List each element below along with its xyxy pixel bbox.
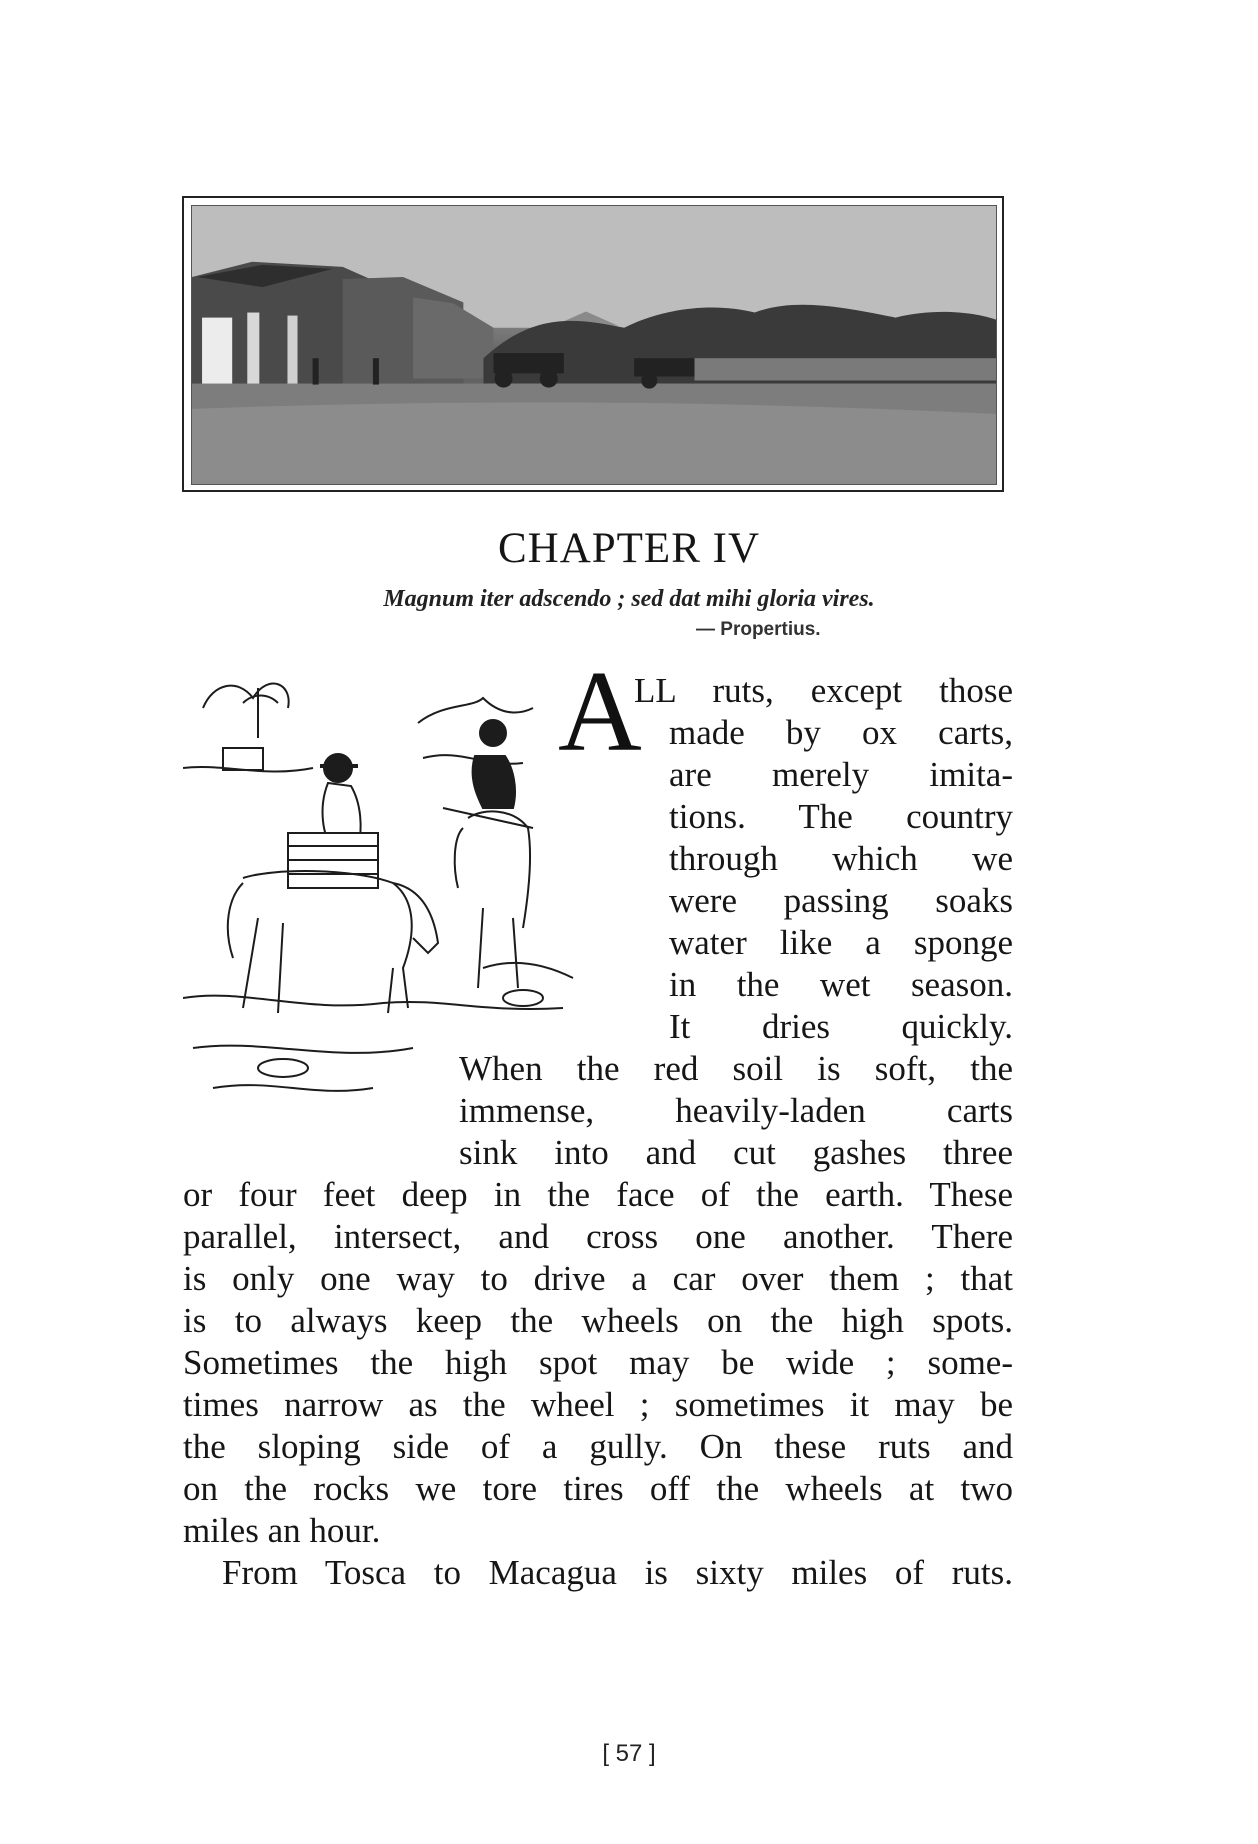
chapter-header-photo (182, 196, 1004, 492)
body-line: tions. The country (669, 797, 1013, 836)
body-line: water like a sponge (669, 923, 1013, 962)
body-line: the sloping side of a gully. On these ruts and (183, 1427, 1013, 1466)
drop-cap: A (558, 648, 642, 776)
body-line: times narrow as the wheel ; sometimes it may be (183, 1385, 1013, 1424)
body-line: in the wet season. (669, 965, 1013, 1004)
body-line: Sometimes the high spot may be wide ; some- (183, 1343, 1013, 1382)
body-line: or four feet deep in the face of the earth. These (183, 1175, 1013, 1214)
body-line: is to always keep the wheels on the high spots. (183, 1301, 1013, 1340)
body-line: miles an hour. (183, 1511, 381, 1550)
chapter-title: CHAPTER IV (497, 525, 761, 572)
body-line: were passing soaks (669, 881, 1013, 920)
village-street-photo (191, 205, 997, 485)
body-line: through which we (669, 839, 1013, 878)
epigraph: Magnum iter adscendo ; sed dat mihi gloria vires. (383, 586, 875, 612)
body-line: on the rocks we tore tires off the wheels at two (183, 1469, 1013, 1508)
body-line: immense, heavily-laden carts (459, 1091, 1013, 1130)
body-line: made by ox carts, (669, 713, 1013, 752)
page-number: [ 57 ] (602, 1740, 656, 1767)
body-line: is only one way to drive a car over them ; that (183, 1259, 1013, 1298)
body-line: It dries quickly. (669, 1007, 1013, 1046)
body-line: are merely imita- (669, 755, 1013, 794)
body-line: When the red soil is soft, the (459, 1049, 1013, 1088)
body-line: From Tosca to Macagua is sixty miles of ruts. (222, 1553, 1013, 1592)
body-line: sink into and cut gashes three (459, 1133, 1013, 1172)
body-line: LL ruts, except those (634, 671, 1013, 710)
epigraph-attribution: — Propertius. (696, 619, 821, 640)
body-line: parallel, intersect, and cross one another. There (183, 1217, 1013, 1256)
